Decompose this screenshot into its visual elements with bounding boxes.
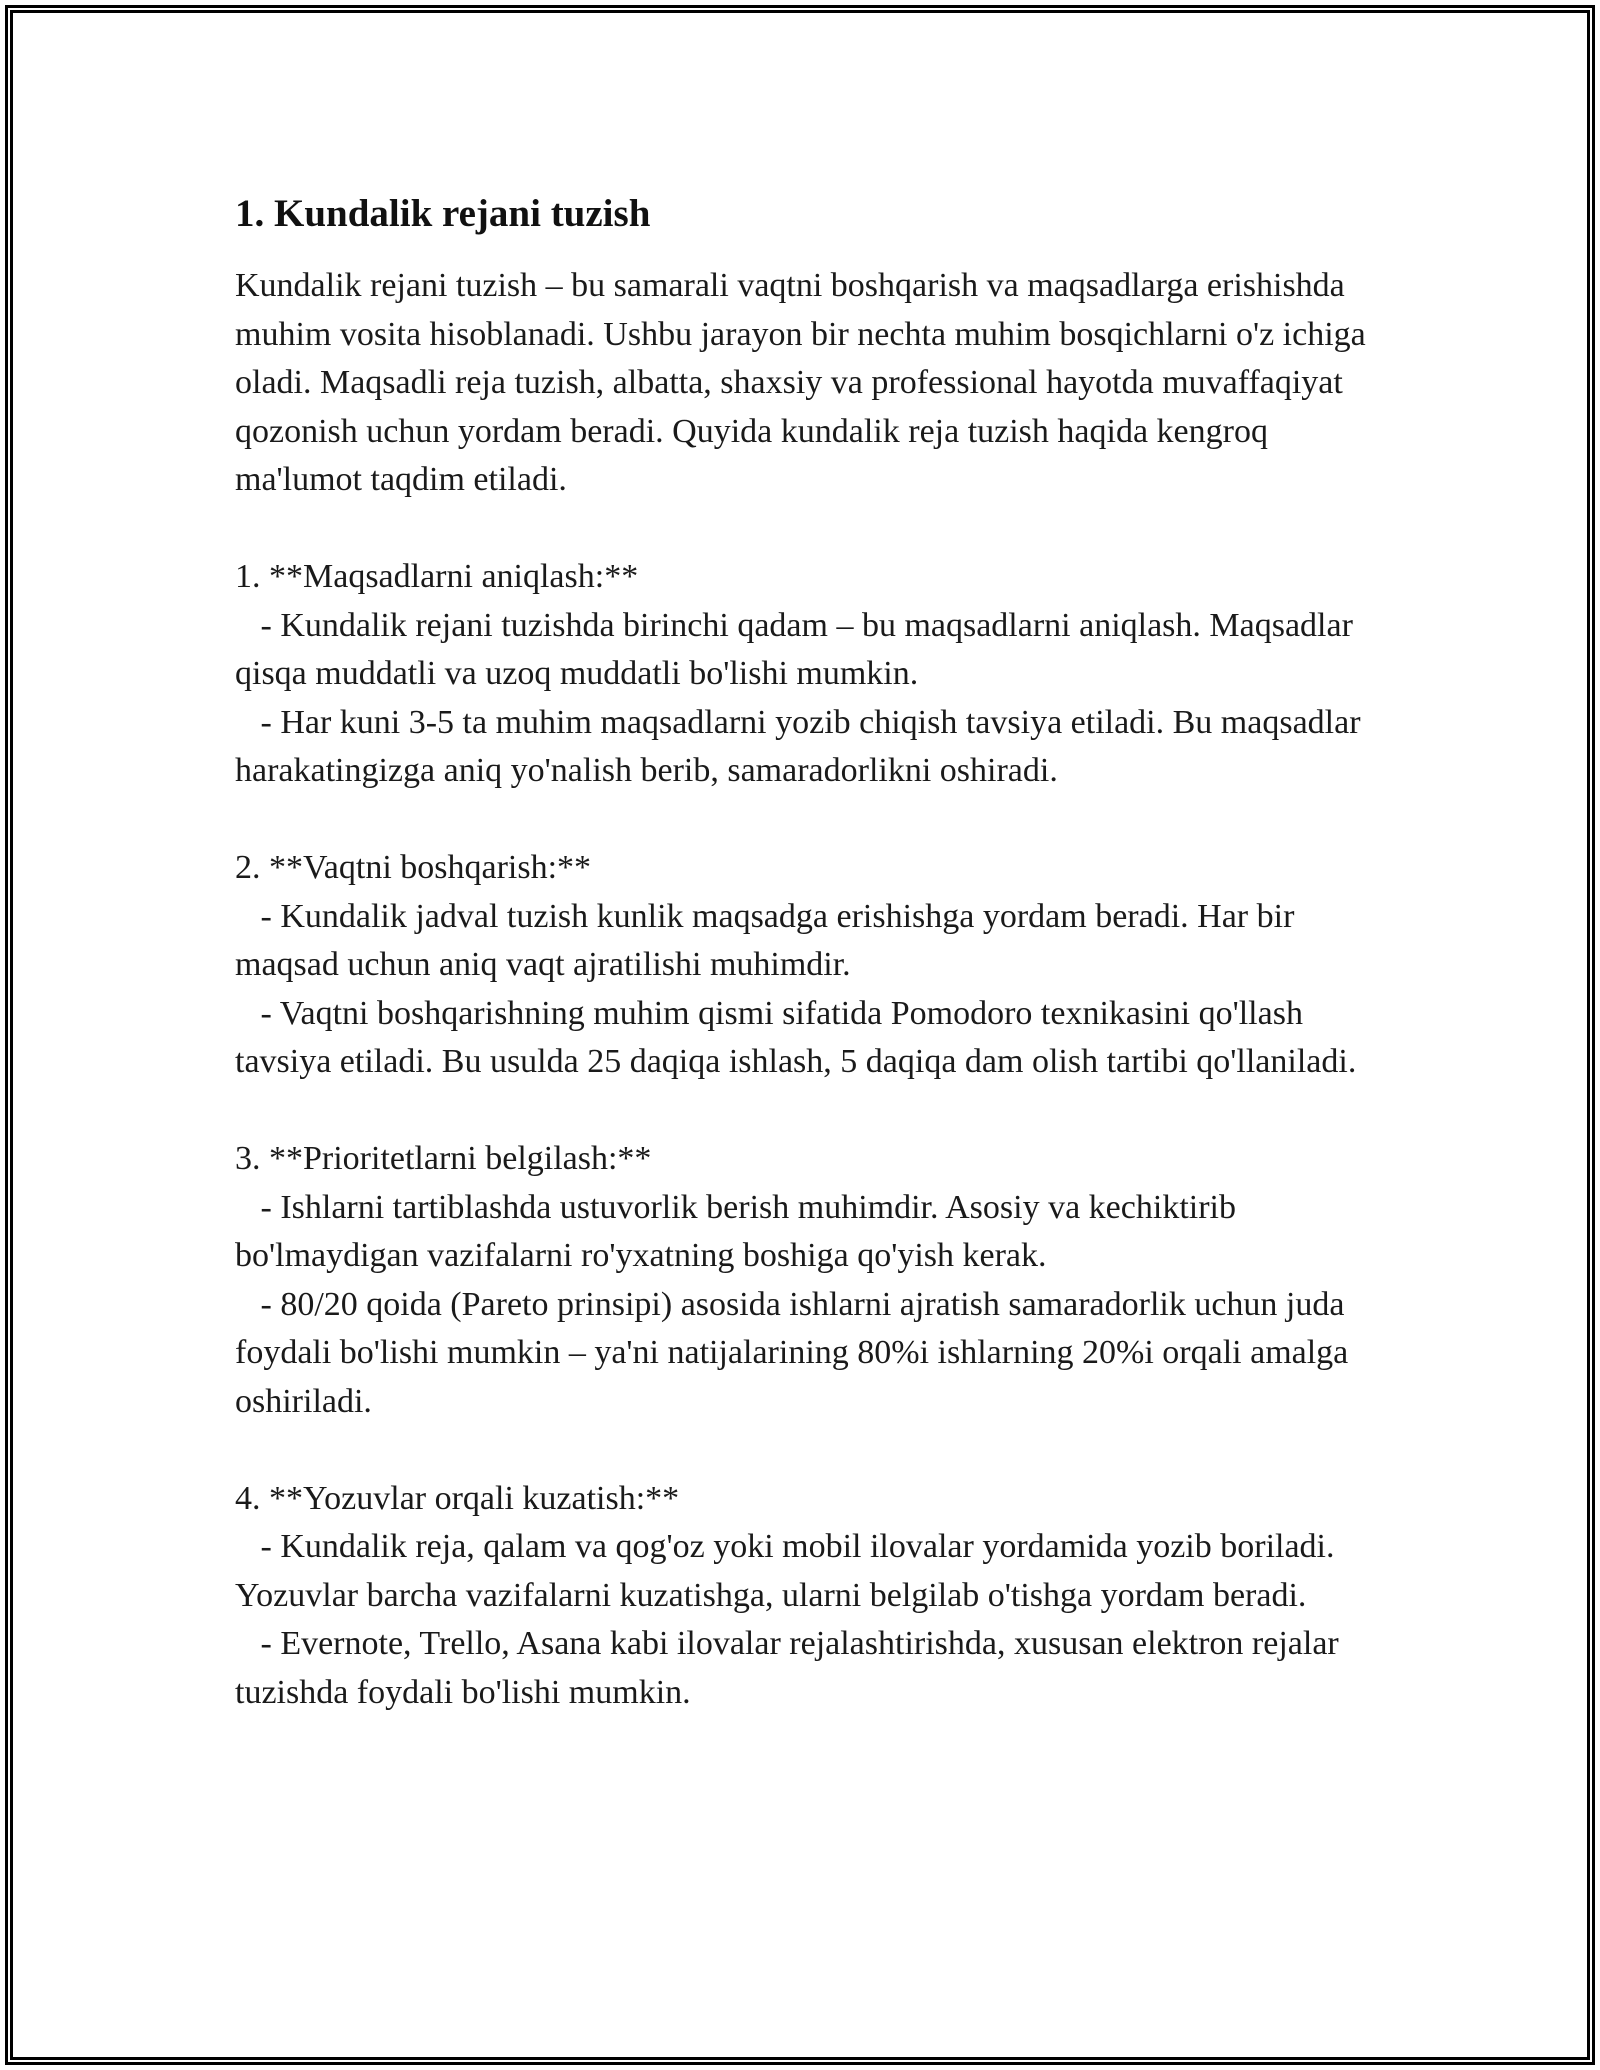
- paragraph-gap: [235, 796, 1375, 845]
- section-heading: 4. **Yozuvlar orqali kuzatish:**: [235, 1479, 680, 1517]
- section-heading: 2. **Vaqtni boshqarish:**: [235, 849, 592, 886]
- section-yozuvlar: [235, 1475, 1375, 1718]
- section-item: - Vaqtni boshqarishning muhim qismi sifatida Pomodoro texnikasini qo'llash tavsiya etiladi. Bu usulda 25 daqiqa ishlash, 5 daqiqa dam olish tartibi qo'llaniladi.: [235, 994, 1357, 1080]
- section-item: - Kundalik jadval tuzish kunlik maqsadga erishishga yordam beradi. Har bir maqsad uchun aniq vaqt ajratilishi muhimdir.: [235, 897, 1303, 983]
- section-prioritetlar: [235, 1135, 1375, 1426]
- section-item: - Evernote, Trello, Asana kabi ilovalar rejalashtirishda, xususan elektron rejalar tuzishda foydali bo'lishi mumkin.: [235, 1625, 1348, 1711]
- section-heading: 3. **Prioritetlarni belgilash:**: [235, 1140, 652, 1177]
- section-item: - Ishlarni tartiblashda ustuvorlik berish muhimdir. Asosiy va kechiktirib bo'lmaydigan vazifalarni ro'yxatning boshiga qo'yish kerak.: [235, 1188, 1245, 1274]
- section-maqsadlar: [235, 553, 1375, 796]
- section-vaqt: [235, 844, 1375, 1087]
- section-heading: 1. **Maqsadlarni aniqlash:**: [235, 558, 639, 595]
- document-title: 1. Kundalik rejani tuzish: [235, 192, 651, 235]
- intro-paragraph: Kundalik rejani tuzish – bu samarali vaqtni boshqarish va maqsadlarga erishishda muhim vosita hisoblanadi. Ushbu jarayon bir nechta muhim bosqichlarni o'z ichiga oladi. Maqsadli reja tuzish, albatta, shaxsiy va professional hayotda muvaffaqiyat qozonish uchun yordam beradi. Quyida kundalik reja tuzish haqida kengroq ma'lumot taqdim etiladi.: [235, 267, 1375, 498]
- paragraph-gap: [235, 1426, 1375, 1475]
- document-body: [235, 184, 1375, 1717]
- section-item: - Har kuni 3-5 ta muhim maqsadlarni yozib chiqish tavsiya etiladi. Bu maqsadlar harakatingizga aniq yo'nalish berib, samaradorlikni oshiradi.: [235, 703, 1370, 789]
- section-item: - Kundalik reja, qalam va qog'oz yoki mobil ilovalar yordamida yozib boriladi. Yozuvlar barcha vazifalarni kuzatishga, ularni belgilab o'tishga yordam beradi.: [235, 1528, 1342, 1614]
- section-item: - Kundalik rejani tuzishda birinchi qadam – bu maqsadlarni aniqlash. Maqsadlar qisqa muddatli va uzoq muddatli bo'lishi mumkin.: [235, 606, 1362, 692]
- paragraph-gap: [235, 1087, 1375, 1136]
- section-item: - 80/20 qoida (Pareto prinsipi) asosida ishlarni ajratish samaradorlik uchun juda foydali bo'lishi mumkin – ya'ni natijalarining 80%i ishlarning 20%i orqali amalga oshiriladi.: [235, 1285, 1357, 1420]
- paragraph-gap: [235, 505, 1375, 554]
